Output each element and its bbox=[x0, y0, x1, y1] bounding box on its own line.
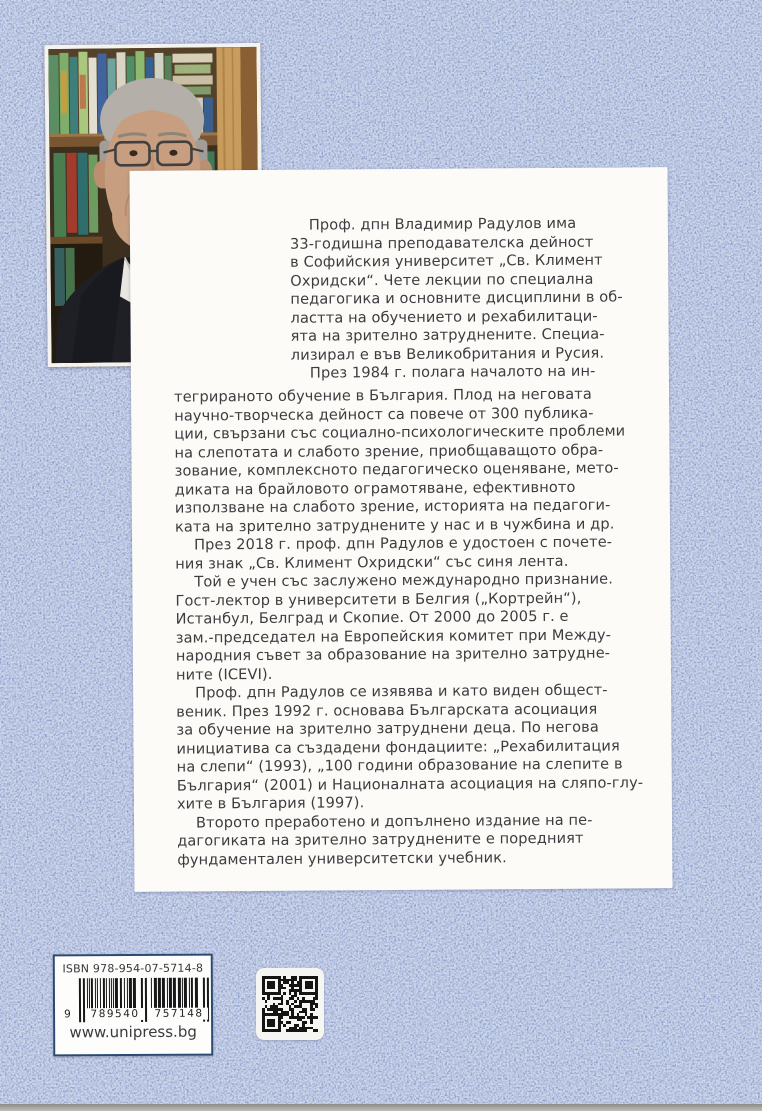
barcode-bar bbox=[89, 978, 90, 1009]
text-line: ластта на обучението и рехабилитаци- bbox=[290, 307, 598, 327]
barcode-bar bbox=[145, 978, 147, 1022]
text-line: хите в България (1997). bbox=[176, 794, 365, 813]
text-line: за обучение на зрително затруднени деца. По негова bbox=[176, 718, 599, 739]
text-line: През 2018 г. проф. дпн Радулов е удостоен с почете- bbox=[175, 533, 613, 554]
barcode-bar bbox=[91, 978, 93, 1009]
text-line: дагогиката на зрително затруднените е поредният bbox=[177, 829, 584, 850]
bio-full-column bbox=[174, 385, 644, 869]
text-line: Проф. дпн Радулов се изявява и като виден общест- bbox=[176, 681, 608, 702]
barcode-bar bbox=[87, 978, 88, 1009]
qr-code bbox=[256, 968, 324, 1040]
barcode-bar bbox=[115, 978, 118, 1009]
bottom-scan-edge bbox=[0, 1104, 762, 1111]
text-line: лизирал е във Великобритания и Русия. bbox=[290, 344, 605, 364]
barcode bbox=[64, 978, 215, 1023]
barcode-digit-left: 9 bbox=[64, 1008, 71, 1021]
text-line: ния знак „Св. Климент Охридски“ със синя лента. bbox=[175, 552, 569, 573]
text-line: тегрираното обучение в България. Плод на неговата bbox=[174, 385, 592, 406]
barcode-bar bbox=[151, 978, 152, 1009]
text-line: научно-творческа дейност са повече от 300 публика- bbox=[174, 404, 594, 425]
barcode-bar bbox=[173, 978, 176, 1009]
text-line: използване на слабото зрение, историята на педагоги- bbox=[174, 496, 611, 517]
text-line: фундаментален университетски учебник. bbox=[177, 848, 507, 869]
text-line: зование, комплексното педагогическо оценяване, мето- bbox=[174, 459, 619, 480]
barcode-bar bbox=[182, 978, 183, 1009]
barcode-bar bbox=[106, 978, 107, 1009]
text-line: веник. През 1992 г. основава Българската асоциация bbox=[176, 700, 598, 721]
barcode-bar bbox=[191, 978, 193, 1009]
barcode-bar bbox=[109, 978, 110, 1009]
barcode-bar bbox=[79, 978, 81, 1022]
barcode-bar bbox=[169, 978, 172, 1009]
barcode-bar bbox=[124, 978, 125, 1009]
text-line: Проф. дпн Владимир Радулов има bbox=[289, 214, 577, 234]
barcode-bar bbox=[154, 978, 157, 1009]
text-line: България“ (2001) и Националната асоциация на сляпо-глу- bbox=[176, 773, 644, 795]
text-line: диката на брайловото ограмотяване, ефективното bbox=[174, 478, 576, 499]
text-line: на слепотата и слабото зрение, приобщаващото обра- bbox=[174, 441, 604, 462]
text-line: През 1984 г. полага началото на ин- bbox=[290, 362, 596, 382]
barcode-bar bbox=[97, 978, 98, 1009]
text-line: в Софийския университет „Св. Климент bbox=[290, 251, 603, 271]
barcode-bar bbox=[178, 978, 181, 1009]
barcode-bar bbox=[184, 978, 187, 1009]
text-line: Второто преработено и допълнено издание на пе- bbox=[176, 811, 593, 832]
barcode-digit-right: 757148 bbox=[150, 1008, 208, 1020]
text-line: на слепи“ (1993), „100 години образование на слепите в bbox=[176, 755, 623, 776]
bio-narrow-column bbox=[290, 214, 624, 383]
text-line: Той е учен със заслужено международно признание. bbox=[175, 570, 614, 591]
text-line: народния съвет за образование на зрително затрудне- bbox=[175, 644, 611, 665]
text-line: ции, свързани със социално-психологическите проблеми bbox=[174, 422, 626, 443]
barcode-bar bbox=[120, 978, 122, 1009]
barcode-bar bbox=[129, 978, 132, 1009]
text-line: Охридски“. Чете лекции по специална bbox=[290, 270, 594, 290]
text-line: 33-годишна преподавателска дейност bbox=[289, 233, 594, 253]
barcode-bar bbox=[167, 978, 168, 1009]
qr-code-pattern bbox=[262, 976, 318, 1032]
text-line: ката на зрително затруднените у нас и в чужбина и др. bbox=[174, 515, 615, 536]
qr-module bbox=[315, 1029, 318, 1032]
text-line: зам.-председател на Европейския комитет при Между- bbox=[175, 626, 612, 647]
text-line: ята на зрително затруднените. Специа- bbox=[290, 325, 605, 345]
isbn-box bbox=[53, 954, 214, 1057]
text-line: педагогика и основните дисциплини в об- bbox=[290, 288, 623, 308]
text-line: Гост-лектор в университети в Белгия („Кортрейн“), bbox=[175, 589, 582, 610]
isbn-label: ISBN 978-954-07-5714-8 bbox=[62, 961, 204, 976]
text-line: инициатива са създадени фондациите: „Рехабилитация bbox=[176, 736, 620, 758]
bio-text-box bbox=[129, 167, 672, 892]
publisher-website: www.unipress.bg bbox=[69, 1022, 197, 1042]
barcode-bar bbox=[103, 978, 105, 1009]
barcode-digit-mid: 789540 bbox=[86, 1008, 144, 1020]
barcode-bar bbox=[100, 978, 101, 1009]
barcode-bar bbox=[95, 978, 96, 1009]
barcode-bar bbox=[113, 978, 114, 1009]
barcode-bar bbox=[127, 978, 128, 1009]
barcode-bar bbox=[189, 978, 190, 1009]
barcode-bar bbox=[83, 978, 85, 1022]
text-line: ните (ICEVI). bbox=[175, 665, 273, 684]
text-line: Истанбул, Белград и Скопие. От 2000 до 2005 г. е bbox=[175, 607, 569, 628]
barcode-bar bbox=[158, 978, 161, 1009]
barcode-bar bbox=[162, 978, 165, 1009]
barcode-bar bbox=[133, 978, 136, 1009]
barcode-bar bbox=[111, 978, 112, 1009]
barcode-bar bbox=[195, 978, 198, 1009]
